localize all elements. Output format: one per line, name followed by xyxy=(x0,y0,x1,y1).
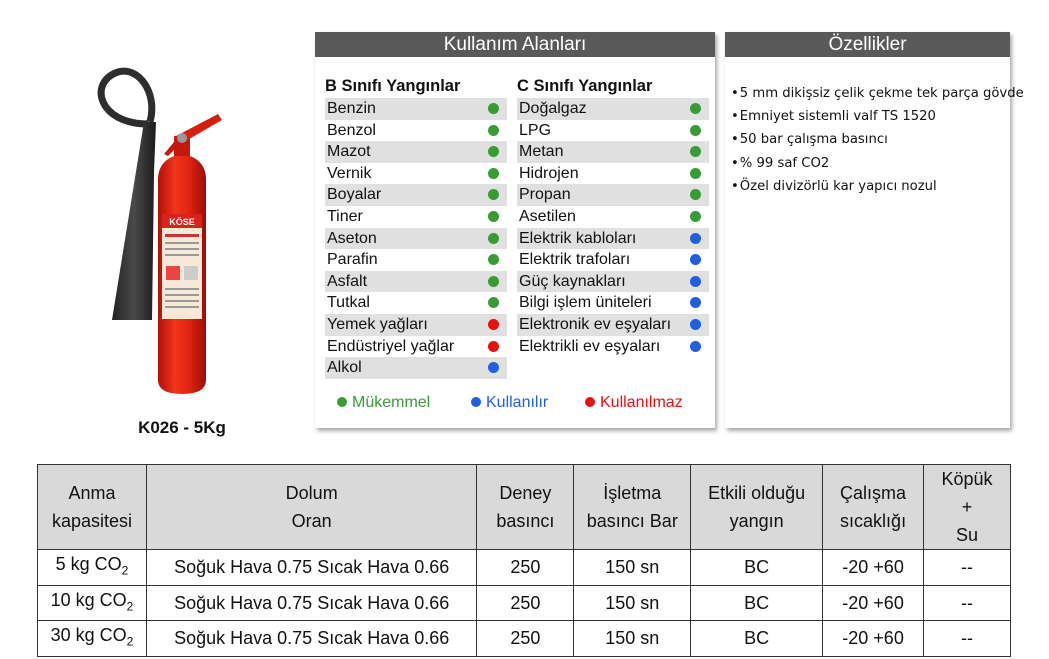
status-dot-icon xyxy=(488,254,499,265)
features-panel-title: Özellikler xyxy=(725,32,1010,57)
usage-row xyxy=(325,184,507,206)
capacity-subscript: 2 xyxy=(126,599,134,614)
status-dot-icon xyxy=(690,233,701,244)
spec-header-cell: Deney basıncı xyxy=(477,465,574,550)
usage-label: Bilgi işlem üniteleri xyxy=(519,294,652,312)
spec-header-cell: Köpük + Su xyxy=(924,465,1011,550)
usage-label: Endüstriyel yağlar xyxy=(327,337,455,355)
status-dot-icon xyxy=(690,319,701,330)
status-dot-icon xyxy=(690,276,701,287)
usage-row xyxy=(517,271,709,293)
spec-row xyxy=(38,550,1011,586)
status-dot-icon xyxy=(690,189,701,200)
usage-row xyxy=(325,120,507,142)
usage-row xyxy=(325,98,507,120)
status-dot-icon xyxy=(690,103,701,114)
usage-row xyxy=(517,98,709,120)
capacity-value: 5 kg CO xyxy=(55,554,122,574)
sicaklik-cell: -20 +60 xyxy=(823,621,924,657)
spec-row xyxy=(38,585,1011,621)
etkili-cell: BC xyxy=(691,621,823,657)
usage-row xyxy=(325,292,507,314)
usage-label: Elektrik kabloları xyxy=(519,229,637,247)
capacity-subscript: 2 xyxy=(121,563,129,578)
status-dot-icon xyxy=(488,362,499,373)
usage-label: Doğalgaz xyxy=(519,100,587,117)
usage-row xyxy=(517,336,709,358)
usage-row xyxy=(325,163,507,185)
status-dot-icon xyxy=(488,211,499,222)
dolum-cell: Soğuk Hava 0.75 Sıcak Hava 0.66 xyxy=(146,550,476,586)
usage-label: Metan xyxy=(519,143,564,161)
status-dot-icon xyxy=(690,125,701,136)
capacity-cell xyxy=(38,621,147,657)
blue-dot-icon xyxy=(471,397,481,407)
status-dot-icon xyxy=(690,146,701,157)
etkili-cell: BC xyxy=(691,550,823,586)
status-dot-icon xyxy=(690,297,701,308)
usage-row xyxy=(517,249,709,271)
spec-header-cell: Çalışma sıcaklığı xyxy=(823,465,924,550)
spec-table xyxy=(37,464,1011,657)
spec-header-cell: İşletma basıncı Bar xyxy=(574,465,691,550)
usage-row xyxy=(325,314,507,336)
status-dot-icon xyxy=(488,146,499,157)
feature-item: • Emniyet sistemli valf TS 1520 xyxy=(731,105,1024,128)
status-dot-icon xyxy=(488,103,499,114)
usage-row xyxy=(517,184,709,206)
capacity-cell xyxy=(38,585,147,621)
usage-row xyxy=(517,141,709,163)
sicaklik-cell: -20 +60 xyxy=(823,550,924,586)
spec-header-cell: Etkili olduğu yangın xyxy=(691,465,823,550)
dolum-cell: Soğuk Hava 0.75 Sıcak Hava 0.66 xyxy=(146,585,476,621)
status-dot-icon xyxy=(690,168,701,179)
status-dot-icon xyxy=(488,276,499,287)
features-panel xyxy=(725,32,1024,428)
status-dot-icon xyxy=(488,125,499,136)
usage-panel-title: Kullanım Alanları xyxy=(315,32,715,57)
status-dot-icon xyxy=(690,341,701,352)
features-list xyxy=(731,82,1024,198)
feature-item: • 5 mm dikişsiz çelik çekme tek parça gövde xyxy=(731,82,1024,105)
feature-item: • % 99 saf CO2 xyxy=(731,152,1024,175)
etkili-cell: BC xyxy=(691,585,823,621)
usage-label: Propan xyxy=(519,186,571,204)
product-caption: K026 - 5Kg xyxy=(138,418,226,437)
usage-row xyxy=(517,228,709,250)
usage-label: Alkol xyxy=(327,359,362,377)
usage-label: Güç kaynakları xyxy=(519,272,626,290)
feature-item: • 50 bar çalışma basıncı xyxy=(731,128,1024,151)
usage-row xyxy=(325,336,507,358)
usage-label: Aseton xyxy=(327,229,377,247)
kopuk-cell: -- xyxy=(924,550,1011,586)
deney-cell: 250 xyxy=(477,621,574,657)
status-dot-icon xyxy=(488,168,499,179)
usage-row xyxy=(325,357,507,379)
legend-kullanilmaz: Kullanılmaz xyxy=(585,394,683,412)
status-dot-icon xyxy=(488,233,499,244)
spec-header-cell: Dolum Oran xyxy=(146,465,476,550)
kopuk-cell: -- xyxy=(924,621,1011,657)
isletme-cell: 150 sn xyxy=(574,550,691,586)
status-dot-icon xyxy=(488,319,499,330)
usage-label: Elektrikli ev eşyaları xyxy=(519,337,661,355)
usage-row xyxy=(325,249,507,271)
feature-item: • Özel divizörlü kar yapıcı nozul xyxy=(731,175,1024,198)
status-dot-icon xyxy=(690,254,701,265)
usage-label: Benzol xyxy=(327,121,376,139)
isletme-cell: 150 sn xyxy=(574,585,691,621)
class-b-heading: B Sınıfı Yangınlar xyxy=(325,77,461,95)
usage-row xyxy=(325,141,507,163)
usage-label: LPG xyxy=(519,121,552,139)
class-b-column xyxy=(325,76,507,379)
usage-label: Benzin xyxy=(327,100,376,117)
usage-row xyxy=(517,163,709,185)
capacity-subscript: 2 xyxy=(126,634,134,649)
status-dot-icon xyxy=(488,189,499,200)
extinguisher-image xyxy=(78,62,268,407)
usage-label: Hidrojen xyxy=(519,164,579,182)
isletme-cell: 150 sn xyxy=(574,621,691,657)
class-c-heading: C Sınıfı Yangınlar xyxy=(517,77,653,95)
legend-mukemmel: Mükemmel xyxy=(337,394,430,412)
green-dot-icon xyxy=(337,397,347,407)
capacity-value: 30 kg CO xyxy=(50,625,127,646)
deney-cell: 250 xyxy=(477,550,574,586)
usage-label: Vernik xyxy=(327,164,372,182)
usage-label: Tiner xyxy=(327,207,363,225)
capacity-cell xyxy=(38,550,147,586)
kopuk-cell: -- xyxy=(924,585,1011,621)
deney-cell: 250 xyxy=(477,585,574,621)
usage-row xyxy=(517,314,709,336)
status-dot-icon xyxy=(488,341,499,352)
usage-label: Asetilen xyxy=(519,207,576,225)
usage-label: Boyalar xyxy=(327,186,382,204)
legend-kullanilir: Kullanılır xyxy=(471,394,548,412)
sicaklik-cell: -20 +60 xyxy=(823,585,924,621)
usage-label: Elektrik trafoları xyxy=(519,251,631,269)
spec-row xyxy=(38,621,1011,657)
usage-row xyxy=(325,271,507,293)
usage-label: Tutkal xyxy=(327,294,370,312)
capacity-value: 10 kg CO xyxy=(50,589,127,610)
usage-label: Asfalt xyxy=(327,272,368,290)
usage-row xyxy=(517,120,709,142)
usage-label: Parafin xyxy=(327,251,378,269)
label-brand: KÖSE xyxy=(169,217,195,227)
spec-header-row xyxy=(38,465,1011,550)
usage-row xyxy=(517,206,709,228)
spec-header-cell: Anma kapasitesi xyxy=(38,465,147,550)
usage-label: Elektronik ev eşyaları xyxy=(519,315,672,333)
status-dot-icon xyxy=(690,211,701,222)
dolum-cell: Soğuk Hava 0.75 Sıcak Hava 0.66 xyxy=(146,621,476,657)
usage-row xyxy=(325,228,507,250)
usage-row xyxy=(325,206,507,228)
usage-row xyxy=(517,292,709,314)
class-c-column xyxy=(517,76,709,357)
status-dot-icon xyxy=(488,297,499,308)
usage-panel xyxy=(315,32,715,428)
usage-label: Mazot xyxy=(327,143,371,161)
red-dot-icon xyxy=(585,397,595,407)
usage-label: Yemek yağları xyxy=(327,315,428,333)
